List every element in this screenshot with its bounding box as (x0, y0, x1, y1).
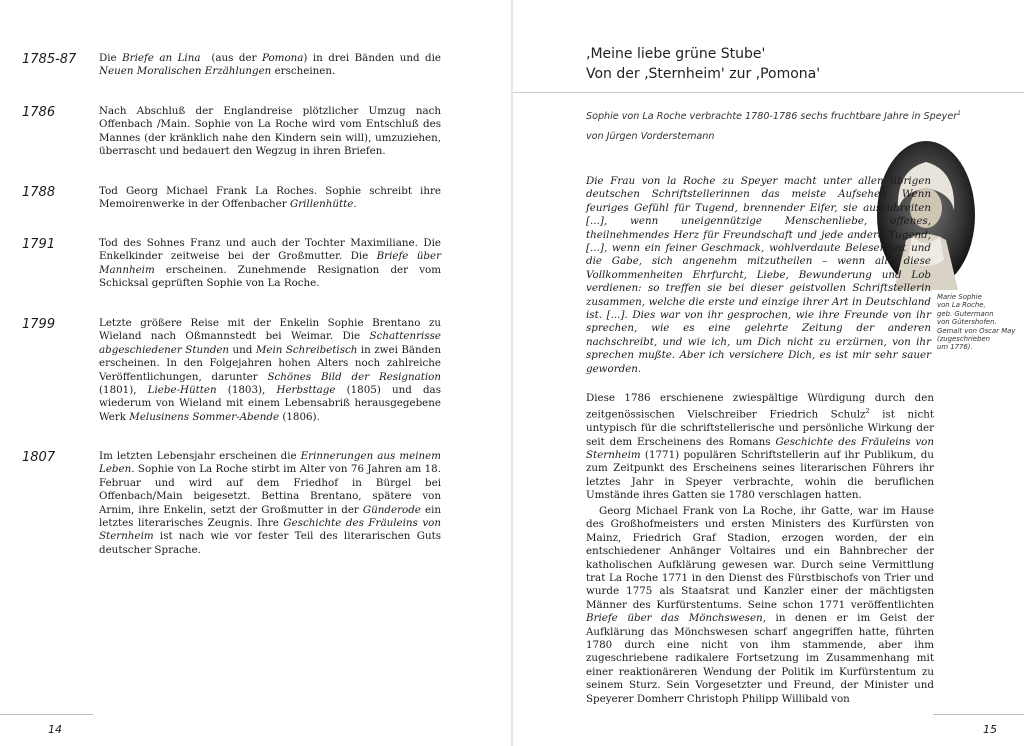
body-paragraph: Diese 1786 erschienene zwiespältige Würdigung durch den zeitgenössischen Vielschreiber Friedrich Schulz$^2$ ist nicht untypisch für die schriftstellerische und persönliche Wirkung der seit dem Erscheinens des Romans Geschichte des Fräuleins von Sternheim (1771) populären Schriftstellerin auf ihr Publikum, du zum Zeitpunkt des Erscheinens seines literarischen Führers ihr letztes Jahr in Speyer verbrachte, wohin die beruflichen Umstände ihres Gatten sie 1780 verschlagen hatten. (586, 392, 935, 502)
left-page (0, 0, 511, 746)
caption-line: geb. Gutermann (937, 309, 994, 318)
timeline-year: 1785-87 (22, 52, 77, 67)
timeline-text: Die Briefe an Lina (aus der Pomona) in drei Bänden und die Neuen Moralischen Erzählungen erscheinen. (99, 52, 442, 78)
timeline-text: Nach Abschluß der Englandreise plötzlicher Umzug nach Offenbach /Main. Sophie von La Roche wird vom Entschluß des Mannes (der kränklich nahe den Kindern sein will), umzuziehen, überrascht und bedauert den Wegzug in ihren Briefen. (99, 105, 441, 158)
caption-line: von La Roche, (937, 301, 986, 310)
page-number: 15 (983, 723, 997, 736)
timeline-text: Tod Georg Michael Frank La Roches. Sophie schreibt ihre Memoirenwerke in der Offenbacher Grillenhütte. (99, 185, 441, 211)
caption-line: Gemalt von Oscar May (937, 326, 1016, 335)
portrait-caption (937, 293, 1024, 352)
right-page (513, 0, 1024, 746)
caption-line: von Gütershofen. (937, 318, 997, 327)
timeline-year: 1791 (22, 237, 56, 252)
timeline-year: 1807 (22, 450, 56, 465)
page-number: 14 (48, 723, 62, 736)
quote-block: Die Frau von la Roche zu Speyer macht unter allen übrigen deutschen Schriftstellerinnen das meiste Aufsehen. Wenn feuriges Gefühl für Tugend, brennender Eifer, sie auszubreiten [...], wenn uneigennützige Menschenliebe, offenes, theilnehmendes Herz für Freundschaft und jede andere Tugend, [...], wenn ein feiner Geschmack, wohlverdaute Belesenheit und die Gabe, sich angenehm mitzutheilen – wenn alle diese Vollkommenheiten Ehrfurcht, Liebe, Bewunderung und Lob verdienen: so treffen sie bei dieser geistvollen Schriftstellerin zusammen, welche die erste und einzige ihrer Art in Deutschland ist. [...]. Dies war von ihr gesprochen, wie ihre Freunde von ihr sprechen, wie es eine gelehrte Zeitung der anderen nachschreibt, und wie ich, um Dich nicht zu erzürnen, von ihr sprechen mußte. Aber ich versichere Dich, es ist mir sehr sauer geworden. (586, 175, 931, 375)
article-title (586, 44, 820, 84)
footnote-marker: 1 (957, 110, 961, 117)
body-paragraph: Georg Michael Frank von La Roche, ihr Gatte, war im Hause des Großhofmeisters und ersten Ministers des Kurfürsten von Mainz, Friedrich Graf Stadion, erzogen worden, der ein entschiedener Anhänger Voltaires und ein Bahnbrecher der katholischen Aufklärung gewesen war. Durch seine Vermittlung trat La Roche 1771 in den Dienst des Fürstbischofs von Trier und wurde 1775 als Staatsrat und Kanzler einer der mächtigsten Männer des Kurfürstentums. Seine schon 1771 veröffentlichten Briefe über das Mönchswesen, in denen er im Geist der Aufklärung das Mönchswesen scharf angegriffen hatte, führten 1780 durch eine nicht von ihm stammende, aber ihm zugeschriebene radikalere Fortsetzung im Zusammenhang mit einer reaktionäreren Wendung der Politik im Kurfürstentum zu seinem Sturz. Sein Vorgesetzter und Freund, der Minister und Speyerer Domherr Christoph Philipp Willibald von (586, 505, 934, 705)
timeline-text: Im letzten Lebensjahr erscheinen die Erinnerungen aus meinem Leben. Sophie von La Roche stirbt im Alter von 76 Jahren am 18. Februar und wird auf dem Friedhof in Bürgel bei Offenbach/Main beigesetzt. Bettina Brentano, spätere von Arnim, ihre Enkelin, setzt der Großmutter in der Günderode ein letztes literarisches Zeugnis. Ihre Geschichte des Fräuleins von Sternheim ist nach wie vor fester Teil des literarischen Guts deutscher Sprache. (99, 450, 441, 556)
timeline-text: Letzte größere Reise mit der Enkelin Sophie Brentano zu Wieland nach Oßmannstedt bei Weimar. Die Schattenrisse abgeschiedener Stunden und Mein Schreibetisch in zwei Bänden erscheinen. In den Folgejahren hohen Alters noch zahlreiche Veröffentlichungen, darunter Schönes Bild der Resignation (1801), Liebe-Hütten (1803), Herbsttage (1805) und das wiederum von Wieland mit einem Lebensabriß herausgegebene Werk Melusinens Sommer-Abende (1806). (99, 317, 441, 423)
caption-line: Marie Sophie (937, 293, 982, 301)
footer-rule (0, 714, 93, 715)
timeline-text: Tod des Sohnes Franz und auch der Tochter Maximiliane. Die Enkelkinder zeitweise bei der Großmutter. Die Briefe über Mannheim erscheinen. Zunehmende Resignation der vom Schicksal geprüften Sophie von La Roche. (99, 237, 442, 290)
article-author: von Jürgen Vorderstemann (586, 131, 715, 142)
footer-rule (933, 714, 1024, 715)
title-rule (513, 92, 1024, 93)
timeline-year: 1786 (22, 105, 56, 120)
timeline-year: 1788 (22, 185, 56, 200)
subtitle-text: Sophie von La Roche verbrachte 1780-1786 sechs fruchtbare Jahre in Speyer (586, 111, 958, 123)
article-subtitle (586, 110, 961, 122)
caption-line: (zugeschrieben (937, 335, 990, 344)
timeline-year: 1799 (22, 317, 56, 332)
article-title-line1: ‚Meine liebe grüne Stube' (586, 46, 766, 62)
caption-line: um 1776). (937, 343, 973, 352)
article-title-line2: Von der ‚Sternheim' zur ‚Pomona' (586, 66, 821, 82)
